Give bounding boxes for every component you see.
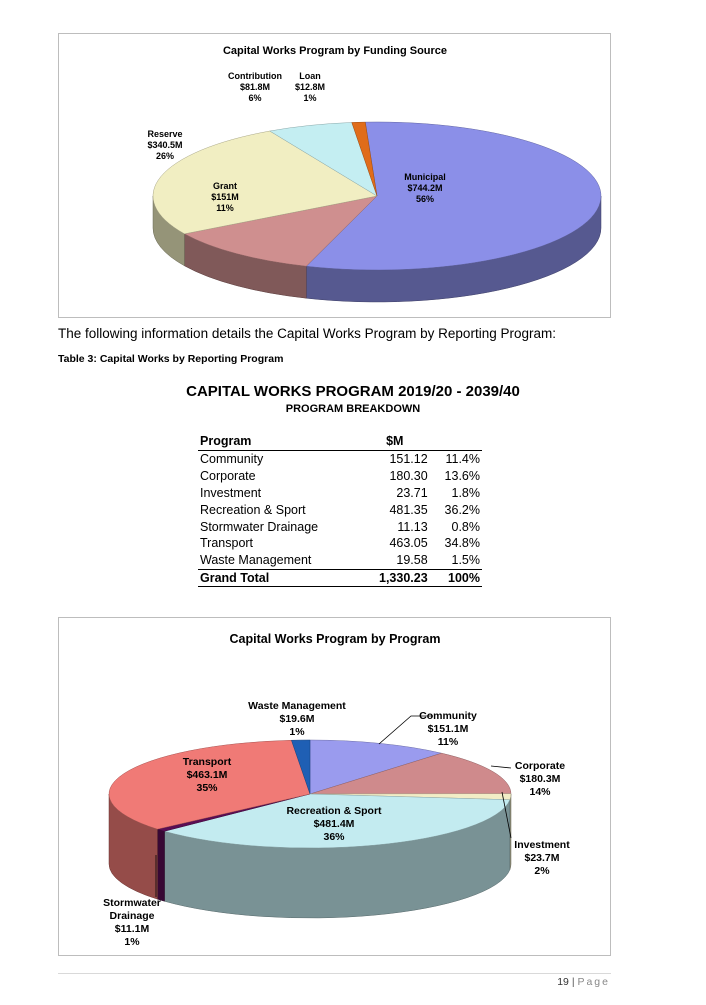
table-caption: Table 3: Capital Works by Reporting Program — [58, 353, 284, 365]
table-subtitle: PROGRAM BREAKDOWN — [285, 403, 421, 415]
slice-label-contribution-pct: 6% — [248, 93, 262, 103]
cell-value: 19.58 — [396, 553, 428, 568]
page-separator: | — [571, 976, 575, 988]
cell-program: Recreation & Sport — [200, 502, 306, 517]
col-header-value: $M — [360, 433, 430, 451]
slice-label-contribution-value: $81.8M — [239, 82, 271, 92]
table-row — [198, 468, 482, 485]
slice-label-reserve-value: $340.5M — [147, 140, 183, 150]
slice-label-municipal-name: Municipal — [404, 172, 446, 182]
slice-label-investment-value: $23.7M — [524, 852, 560, 864]
slice-label-transport-pct: 35% — [196, 782, 218, 794]
cell-program: Corporate — [200, 469, 256, 484]
table-row — [198, 518, 482, 535]
slice-label-corporate-pct: 14% — [529, 786, 551, 798]
slice-label-stormwater-pct: 1% — [124, 936, 140, 948]
slice-label-community-pct: 11% — [437, 736, 459, 748]
slice-label-community-name: Community — [419, 710, 477, 722]
cell-pct: 36.2% — [444, 502, 480, 517]
slice-label-loan-pct: 1% — [303, 93, 317, 103]
slice-label-stormwater-name-1: Stormwater — [103, 897, 161, 909]
program-chart — [58, 617, 611, 956]
cell-value: 23.71 — [396, 485, 428, 500]
slice-label-stormwater-value: $11.1M — [114, 923, 150, 935]
slice-label-loan-name: Loan — [299, 71, 321, 81]
slice-label-investment-name: Investment — [514, 839, 570, 851]
slice-label-recreation-pct: 36% — [323, 831, 345, 843]
cell-value: 180.30 — [389, 469, 428, 484]
slice-label-transport-value: $463.1M — [186, 769, 228, 781]
table-row — [198, 451, 482, 468]
slice-label-investment-pct: 2% — [534, 865, 550, 877]
pie-side-stormwater-drainage — [157, 829, 164, 901]
slice-label-reserve-pct: 26% — [155, 151, 175, 161]
cell-value: 481.35 — [389, 502, 428, 517]
table-total-row — [198, 569, 482, 587]
program-pie — [59, 618, 612, 957]
program-breakdown-table — [198, 433, 482, 587]
cell-pct: 1.5% — [451, 553, 480, 568]
chart-title: Capital Works Program by Program — [229, 632, 441, 646]
cell-program: Transport — [200, 536, 254, 551]
cell-program: Waste Management — [200, 553, 312, 568]
slice-label-reserve-name: Reserve — [147, 129, 183, 139]
cell-program: Community — [200, 452, 264, 467]
table-row — [198, 535, 482, 552]
slice-label-waste-value: $19.6M — [279, 713, 315, 725]
slice-label-loan-value: $12.8M — [294, 82, 326, 92]
slice-label-community-value: $151.1M — [427, 723, 469, 735]
leader-line-corporate — [491, 766, 511, 768]
slice-label-municipal-pct: 56% — [415, 194, 435, 204]
col-header-pct — [430, 433, 482, 451]
slice-label-corporate-name: Corporate — [514, 760, 566, 772]
cell-pct: 34.8% — [444, 536, 480, 551]
cell-total-value: 1,330.23 — [360, 569, 430, 587]
slice-label-municipal-value: $744.2M — [407, 183, 443, 193]
cell-value: 463.05 — [389, 536, 428, 551]
slice-label-recreation-value: $481.4M — [313, 818, 355, 830]
cell-value: 151.12 — [389, 452, 428, 467]
page-word: Page — [577, 976, 610, 988]
table-row — [198, 501, 482, 518]
intro-text: The following information details the Capital Works Program by Reporting Program: — [58, 326, 556, 341]
slice-label-waste-pct: 1% — [289, 726, 305, 738]
cell-pct: 1.8% — [451, 485, 480, 500]
cell-total-program: Grand Total — [198, 569, 360, 587]
slice-label-contribution-name: Contribution — [228, 71, 282, 81]
col-header-program: Program — [198, 433, 360, 451]
page-number — [557, 976, 610, 988]
cell-total-pct: 100% — [430, 569, 482, 587]
cell-pct: 0.8% — [451, 519, 480, 534]
slice-label-waste-name: Waste Management — [248, 700, 346, 712]
table-header-row — [198, 433, 482, 451]
slice-label-grant-value: $151M — [211, 192, 239, 202]
cell-pct: 11.4% — [445, 452, 480, 467]
chart-title: Capital Works Program by Funding Source — [222, 45, 448, 57]
cell-program: Investment — [200, 485, 262, 500]
funding-source-pie — [59, 34, 612, 319]
table-row — [198, 485, 482, 502]
cell-value: 11.13 — [397, 519, 428, 534]
funding-source-chart — [58, 33, 611, 318]
cell-pct: 13.6% — [444, 469, 480, 484]
table-row — [198, 552, 482, 569]
slice-label-grant-pct: 11% — [216, 203, 234, 213]
footer-divider — [58, 973, 611, 974]
slice-label-recreation-name: Recreation & Sport — [286, 805, 382, 817]
slice-label-corporate-value: $180.3M — [519, 773, 561, 785]
slice-label-transport-name: Transport — [182, 756, 232, 768]
slice-label-grant-name: Grant — [212, 181, 238, 191]
page-number-value: 19 — [557, 976, 569, 988]
cell-program: Stormwater Drainage — [200, 519, 319, 534]
table-title: CAPITAL WORKS PROGRAM 2019/20 - 2039/40 — [186, 383, 520, 400]
slice-label-stormwater-name-2: Drainage — [109, 910, 155, 922]
